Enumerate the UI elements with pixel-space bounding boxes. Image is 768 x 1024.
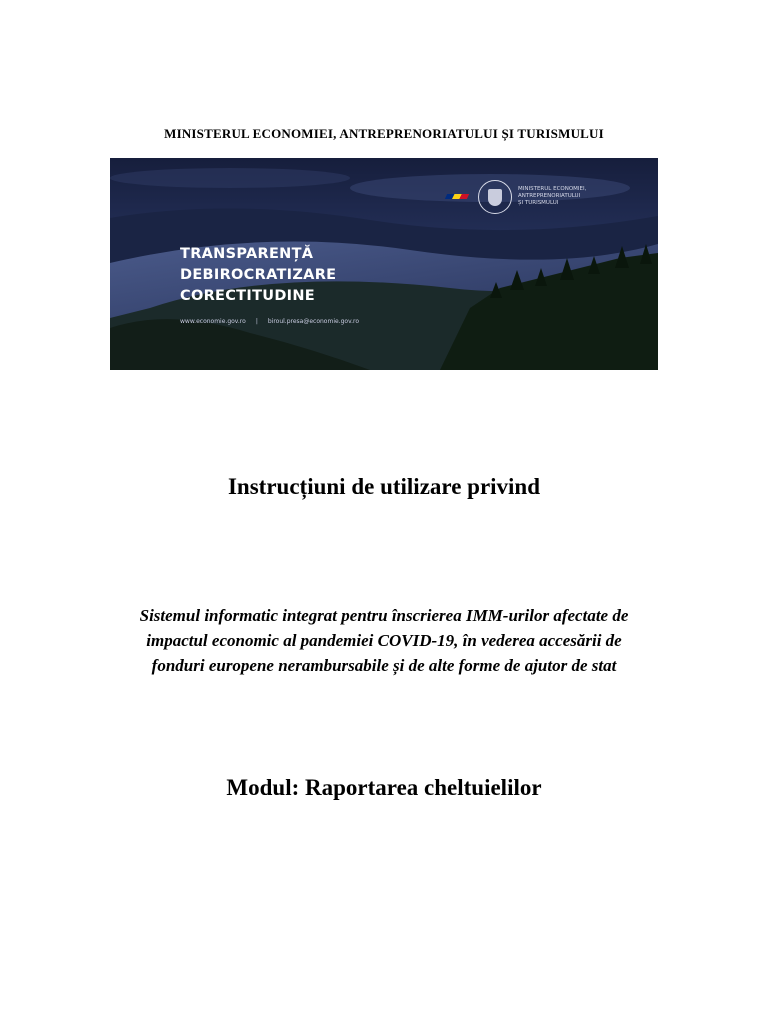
- romanian-flag-icon: [445, 194, 469, 199]
- coat-of-arms-icon: [478, 180, 512, 214]
- subtitle-line: Sistemul informatic integrat pentru înscrierea IMM-urilor afectate de: [139, 606, 629, 625]
- logo-text: MINISTERUL ECONOMIEI, ANTREPRENORIATULUI ȘI TURISMULUI: [518, 186, 587, 206]
- ministry-banner: [110, 158, 658, 370]
- module-title: Modul: Raportarea cheltuielilor: [226, 775, 542, 800]
- slogan-line: TRANSPARENȚĂ: [180, 246, 314, 262]
- banner-contacts: [180, 318, 359, 325]
- email-link: biroul.presa@economie.gov.ro: [267, 318, 360, 325]
- slogan-line: DEBIROCRATIZARE: [180, 267, 337, 283]
- document-title: Instrucțiuni de utilizare privind: [227, 474, 541, 499]
- website-link: www.economie.gov.ro: [180, 318, 246, 325]
- ministry-heading: MINISTERUL ECONOMIEI, ANTREPRENORIATULUI ȘI TURISMULUI: [164, 126, 604, 141]
- subtitle-line: fonduri europene nerambursabile și de alte forme de ajutor de stat: [151, 656, 617, 675]
- banner-slogan: [180, 244, 336, 307]
- contact-separator: |: [255, 318, 258, 325]
- document-subtitle: [84, 603, 684, 678]
- ministry-logo: [446, 180, 646, 220]
- slogan-line: CORECTITUDINE: [180, 288, 316, 304]
- subtitle-line: impactul economic al pandemiei COVID-19, în vederea accesării de: [146, 631, 622, 650]
